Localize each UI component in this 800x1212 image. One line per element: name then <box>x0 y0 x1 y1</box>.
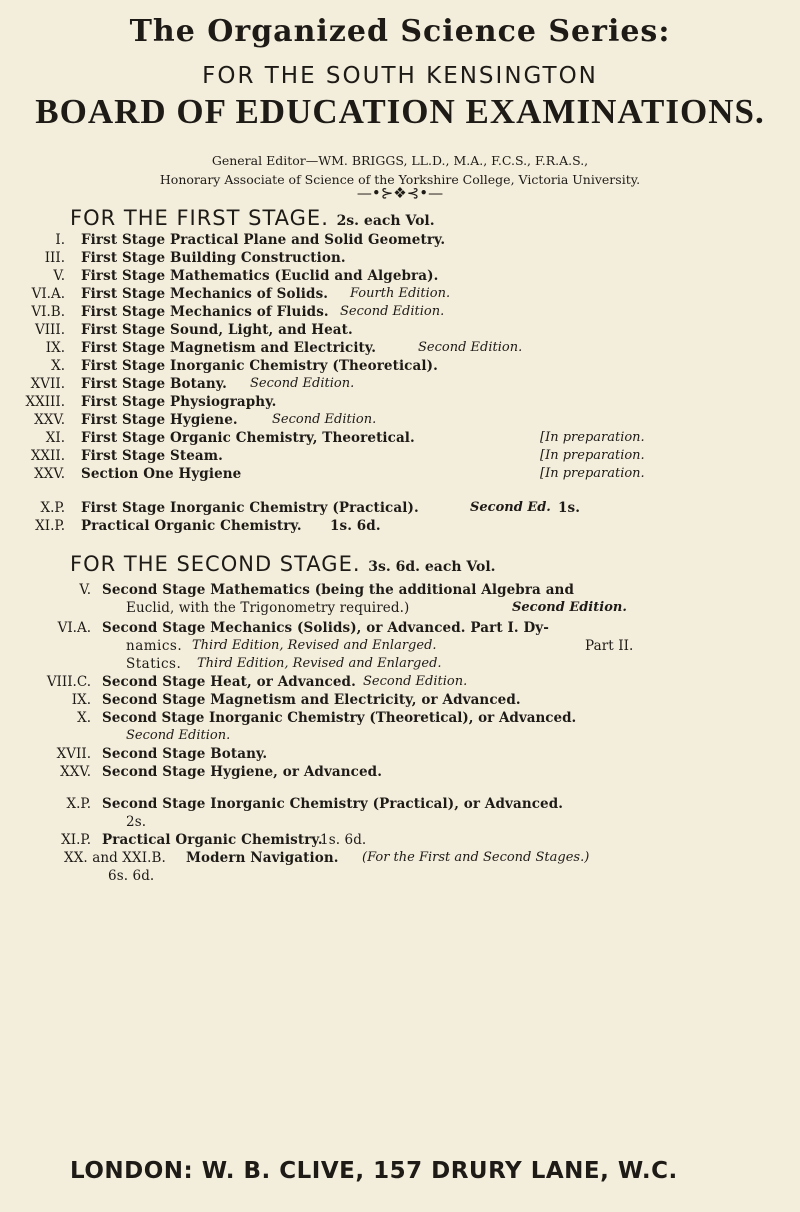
item-number: XXV. <box>34 466 65 482</box>
item-edition: Second Edition. <box>363 674 468 689</box>
item-number: XXV. <box>60 764 91 780</box>
item-number: XI.P. <box>61 832 91 848</box>
item-price: 1s. 6d. <box>320 832 367 848</box>
item-edition: Second Edition. <box>340 304 445 319</box>
first-stage-heading-text: FOR THE FIRST STAGE. <box>70 206 329 230</box>
item-number: III. <box>44 250 65 266</box>
item-number: XI. <box>45 430 65 446</box>
item-price: 2s. <box>126 814 147 830</box>
item-edition: Second Edition. <box>418 340 523 355</box>
item-number: XXV. <box>34 412 65 428</box>
item-number: XXII. <box>30 448 65 464</box>
item-status: [In preparation. <box>540 466 645 481</box>
item-number: X.P. <box>40 500 65 516</box>
item-note: (For the First and Second Stages.) <box>362 850 590 865</box>
item-price: 6s. 6d. <box>108 868 155 884</box>
item-edition: Second Edition. <box>272 412 377 427</box>
item-title: Second Stage Magnetism and Electricity, or Advanced. <box>102 692 521 708</box>
item-title: First Stage Botany. <box>81 376 227 392</box>
editor-affiliation: Honorary Associate of Science of the Yorkshire College, Victoria University. <box>159 172 641 187</box>
item-number: V. <box>79 582 91 598</box>
first-stage-price: 2s. each Vol. <box>336 213 435 229</box>
item-number: XI.P. <box>35 518 65 534</box>
item-title: Second Stage Inorganic Chemistry (Practical), or Advanced. <box>102 796 564 812</box>
second-stage-price: 3s. 6d. each Vol. <box>368 559 496 575</box>
first-stage-heading <box>70 206 435 230</box>
item-edition: Third Edition, Revised and Enlarged. <box>197 656 442 671</box>
item-price: 1s. <box>558 500 580 516</box>
item-title-cont: Statics. <box>126 656 182 672</box>
item-title-cont: Euclid, with the Trigonometry required.) <box>126 600 410 616</box>
item-title: First Stage Magnetism and Electricity. <box>81 340 377 356</box>
item-title: First Stage Mechanics of Fluids. <box>81 304 329 320</box>
publisher-imprint: LONDON: W. B. CLIVE, 157 DRURY LANE, W.C. <box>70 1158 678 1184</box>
item-number: XXIII. <box>25 394 65 410</box>
item-number: IX. <box>71 692 91 708</box>
item-number: VI.A. <box>57 620 91 636</box>
item-title: First Stage Building Construction. <box>81 250 346 266</box>
item-number: IX. <box>45 340 65 356</box>
item-title: Second Stage Botany. <box>102 746 268 762</box>
second-stage-heading <box>70 552 496 576</box>
item-number: VI.B. <box>31 304 65 320</box>
item-status: [In preparation. <box>540 448 645 463</box>
item-title: Practical Organic Chemistry. <box>102 832 323 848</box>
item-title: First Stage Organic Chemistry, Theoretical. <box>81 430 415 446</box>
item-edition: Fourth Edition. <box>350 286 451 301</box>
series-title: The Organized Science Series: <box>129 14 671 49</box>
item-part: Part II. <box>585 638 634 654</box>
item-number: V. <box>53 268 65 284</box>
item-title: First Stage Steam. <box>81 448 223 464</box>
item-title: First Stage Inorganic Chemistry (Theoretical). <box>81 358 438 374</box>
item-edition: Second Ed. <box>470 500 551 515</box>
item-title: First Stage Sound, Light, and Heat. <box>81 322 353 338</box>
item-number: XVII. <box>56 746 91 762</box>
item-title: Second Stage Mechanics (Solids), or Advanced. Part I. Dy- <box>102 620 549 636</box>
item-title: Modern Navigation. <box>186 850 339 866</box>
item-number: X. <box>51 358 65 374</box>
item-title: Section One Hygiene <box>81 466 242 482</box>
item-title: Second Stage Inorganic Chemistry (Theoretical), or Advanced. <box>102 710 577 726</box>
item-title: First Stage Hygiene. <box>81 412 238 428</box>
editor-line: General Editor—WM. BRIGGS, LL.D., M.A., F.C.S., F.R.A.S., <box>211 153 589 168</box>
item-title: First Stage Mathematics (Euclid and Algebra). <box>81 268 439 284</box>
item-edition: Second Edition. <box>512 600 627 615</box>
item-status: [In preparation. <box>540 430 645 445</box>
item-title: First Stage Inorganic Chemistry (Practical). <box>81 500 419 516</box>
item-edition: Second Edition. <box>250 376 355 391</box>
second-stage-heading-text: FOR THE SECOND STAGE. <box>70 552 361 576</box>
board-title: BOARD OF EDUCATION EXAMINATIONS. <box>35 92 765 131</box>
item-number: VI.A. <box>31 286 65 302</box>
item-number: X.P. <box>66 796 91 812</box>
item-title: Second Stage Heat, or Advanced. <box>102 674 356 690</box>
item-price: 1s. 6d. <box>330 518 381 534</box>
item-title: First Stage Physiography. <box>81 394 277 410</box>
item-number: XVII. <box>30 376 65 392</box>
item-number: XX. and XXI.B. <box>64 850 166 866</box>
item-edition: Third Edition, Revised and Enlarged. <box>192 638 437 653</box>
item-title-cont: namics. <box>126 638 183 654</box>
item-number: X. <box>77 710 91 726</box>
item-title: Practical Organic Chemistry. <box>81 518 302 534</box>
item-number: VIII.C. <box>46 674 91 690</box>
item-title: First Stage Practical Plane and Solid Geometry. <box>81 232 446 248</box>
item-title: Second Stage Mathematics (being the additional Algebra and <box>102 582 575 598</box>
item-number: I. <box>55 232 65 248</box>
item-edition: Second Edition. <box>126 728 231 743</box>
subtitle: FOR THE SOUTH KENSINGTON <box>202 63 598 89</box>
item-number: VIII. <box>34 322 65 338</box>
item-title: First Stage Mechanics of Solids. <box>81 286 329 302</box>
item-title: Second Stage Hygiene, or Advanced. <box>102 764 383 780</box>
ornament-divider: —•⊱❖⊰•— <box>356 184 444 202</box>
